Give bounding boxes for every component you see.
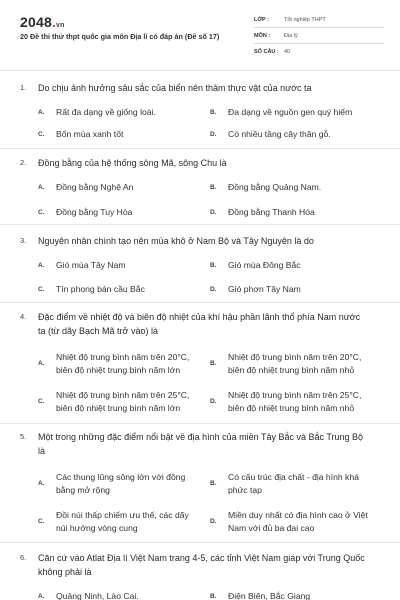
meta-row-subject — [254, 28, 384, 44]
answer-option-a[interactable] — [38, 106, 156, 119]
option-text — [228, 389, 361, 414]
option-text — [228, 471, 359, 496]
option-letter: A. — [38, 360, 45, 367]
option-text-line: biên độ nhiệt trung bình năm lớn — [56, 402, 181, 413]
option-letter: D. — [210, 518, 217, 525]
question-text-line: Một trong những đặc điểm nổi bật về địa hình của miền Tây Bắc và Bắc Trung Bộ — [38, 432, 364, 442]
question-header — [20, 82, 390, 96]
answer-option-b[interactable] — [210, 351, 361, 376]
answer-option-d[interactable] — [210, 128, 331, 141]
option-text-line: núi hướng vòng cung — [56, 522, 138, 533]
answer-option-b[interactable] — [210, 590, 310, 600]
question-divider — [0, 542, 400, 543]
logo-main: 2048 — [20, 14, 52, 30]
question-text-line: không phải là — [38, 566, 92, 577]
answer-option-c[interactable] — [38, 283, 145, 296]
answer-option-a[interactable] — [38, 259, 126, 272]
question-header — [20, 157, 390, 171]
option-text: Điện Biên, Bắc Giang — [228, 591, 311, 600]
option-text-line: Nhiệt độ trung bình năm trên 20°C, — [228, 352, 362, 362]
answer-option-b[interactable] — [210, 181, 321, 194]
answer-option-b[interactable] — [210, 259, 301, 272]
document-title: 20 Đề thi thử thpt quốc gia môn Địa lí có đáp án (Đề số 17) — [20, 32, 220, 41]
question-number: 2. — [20, 158, 27, 167]
meta-row-class — [254, 12, 384, 28]
question-header — [20, 311, 390, 338]
meta-row-count — [254, 44, 384, 60]
meta-value: Tốt nghiệp THPT — [284, 16, 326, 23]
option-letter: A. — [38, 480, 45, 487]
option-letter: A. — [38, 592, 45, 600]
option-text: Quảng Ninh, Lào Cai. — [56, 591, 139, 600]
option-letter: C. — [38, 518, 45, 525]
option-letter: C. — [38, 398, 45, 405]
option-text-line: biên độ nhiệt trung bình năm nhỏ — [228, 364, 355, 375]
question-number: 6. — [20, 553, 27, 562]
option-letter: D. — [210, 208, 217, 216]
option-letter: D. — [210, 398, 217, 405]
option-text-line: Nhiệt độ trung bình năm trên 25°C, — [228, 390, 362, 400]
option-text: Rất đa dạng về giống loài. — [56, 107, 156, 117]
option-text: Đa dạng về nguồn gen quý hiếm — [228, 107, 353, 117]
answer-option-a[interactable] — [38, 471, 185, 496]
answer-option-b[interactable] — [210, 471, 359, 496]
question-number: 4. — [20, 312, 27, 321]
question-divider — [0, 302, 400, 303]
answer-option-d[interactable] — [210, 206, 315, 219]
option-text — [228, 351, 361, 376]
option-text-line: Các thung lũng sông lớn với đồng — [56, 472, 186, 482]
option-text-line: biên độ nhiệt trung bình năm lớn — [56, 364, 181, 375]
option-letter: B. — [210, 261, 217, 269]
option-text — [56, 351, 189, 376]
answer-option-b[interactable] — [210, 106, 352, 119]
option-text-line: phức tạp — [228, 484, 262, 495]
question-text — [38, 311, 384, 338]
option-text-line: Miền duy nhất có địa hình cao ở Việt — [228, 510, 368, 520]
header-divider — [0, 70, 400, 71]
answer-option-c[interactable] — [38, 389, 189, 414]
question-text: Đồng bằng của hệ thống sông Mã, sông Chu là — [38, 158, 227, 168]
option-text: Đồng bằng Quảng Nam. — [228, 182, 322, 192]
option-letter: B. — [210, 360, 217, 367]
option-text: Gió mùa Đông Bắc — [228, 260, 301, 270]
question-text — [38, 431, 384, 458]
answer-option-a[interactable] — [38, 181, 133, 194]
answer-option-c[interactable] — [38, 206, 132, 219]
option-text: Gió phơn Tây Nam — [228, 284, 301, 294]
question-divider — [0, 224, 400, 225]
meta-key: MÔN : — [254, 32, 271, 39]
question-text — [38, 552, 384, 579]
question-header — [20, 235, 390, 249]
option-text: Đồng bằng Tuy Hòa — [56, 207, 133, 217]
option-text: Đồng bằng Thanh Hóa — [228, 207, 315, 217]
question-text-line: là — [38, 445, 46, 456]
answer-option-d[interactable] — [210, 509, 368, 534]
option-text-line: biên độ nhiệt trung bình năm nhỏ — [228, 402, 355, 413]
option-text-line: Có cấu trúc địa chất - địa hình khá — [228, 472, 359, 482]
question-divider — [0, 148, 400, 149]
answer-option-d[interactable] — [210, 283, 301, 296]
answer-option-a[interactable] — [38, 351, 189, 376]
option-text: Bốn mùa xanh tốt — [56, 129, 124, 139]
option-letter: B. — [210, 480, 217, 487]
question-text: Do chịu ảnh hưởng sâu sắc của biển nên thảm thực vật của nước ta — [38, 83, 312, 93]
option-letter: D. — [210, 285, 217, 293]
option-letter: C. — [38, 208, 45, 216]
document-header — [0, 0, 400, 72]
option-letter: A. — [38, 108, 45, 116]
answer-option-c[interactable] — [38, 509, 189, 534]
site-logo[interactable] — [20, 14, 65, 30]
option-text — [56, 389, 189, 414]
question-text-line: ta (từ dãy Bạch Mã trở vào) là — [38, 325, 158, 336]
option-letter: A. — [38, 183, 45, 191]
answer-option-c[interactable] — [38, 128, 123, 141]
option-text-line: Nam với đủ ba đai cao — [228, 522, 315, 533]
question-text-line: Đặc điểm về nhiệt độ và biên độ nhiệt của khí hậu phần lãnh thổ phía Nam nước — [38, 312, 361, 322]
meta-key: LỚP : — [254, 16, 269, 23]
meta-value: 40 — [284, 49, 291, 55]
option-text — [228, 509, 368, 534]
question-header — [20, 431, 390, 458]
option-letter: C. — [38, 285, 45, 293]
question-text-line: Căn cứ vào Atlat Địa lí Việt Nam trang 4-5, các tỉnh Việt Nam giáp với Trung Quốc — [38, 553, 365, 563]
logo-dot: . — [51, 14, 57, 30]
meta-key: SỐ CÂU : — [254, 49, 279, 55]
answer-option-a[interactable] — [38, 590, 139, 600]
option-letter: B. — [210, 108, 217, 116]
question-number: 1. — [20, 83, 27, 92]
option-text-line: Nhiệt độ trung bình năm trên 20°C, — [56, 352, 190, 362]
option-text: Tín phong bán cầu Bắc — [56, 284, 145, 294]
question-divider — [0, 423, 400, 424]
question-header — [20, 552, 390, 579]
option-text: Có nhiều tầng cây thân gỗ. — [228, 129, 331, 139]
option-letter: B. — [210, 592, 217, 600]
option-text: Đồng bằng Nghệ An — [56, 182, 134, 192]
meta-value: Địa lý — [284, 32, 298, 39]
option-text-line: bằng mở rộng — [56, 484, 110, 495]
exam-meta-table — [254, 12, 384, 60]
option-text — [56, 471, 185, 496]
option-text — [56, 509, 189, 534]
question-number: 5. — [20, 432, 27, 441]
option-letter: B. — [210, 183, 217, 191]
option-letter: A. — [38, 261, 45, 269]
option-letter: C. — [38, 130, 45, 138]
option-text-line: Đồi núi thấp chiếm ưu thế, các dãy — [56, 510, 189, 520]
option-text-line: Nhiệt độ trung bình năm trên 25°C, — [56, 390, 190, 400]
logo-suffix: vn — [56, 22, 65, 29]
option-letter: D. — [210, 130, 217, 138]
option-text: Gió mùa Tây Nam — [56, 260, 126, 270]
question-text: Nguyên nhân chính tạo nên mùa khô ở Nam Bộ và Tây Nguyên là do — [38, 236, 314, 246]
answer-option-d[interactable] — [210, 389, 361, 414]
question-number: 3. — [20, 236, 27, 245]
